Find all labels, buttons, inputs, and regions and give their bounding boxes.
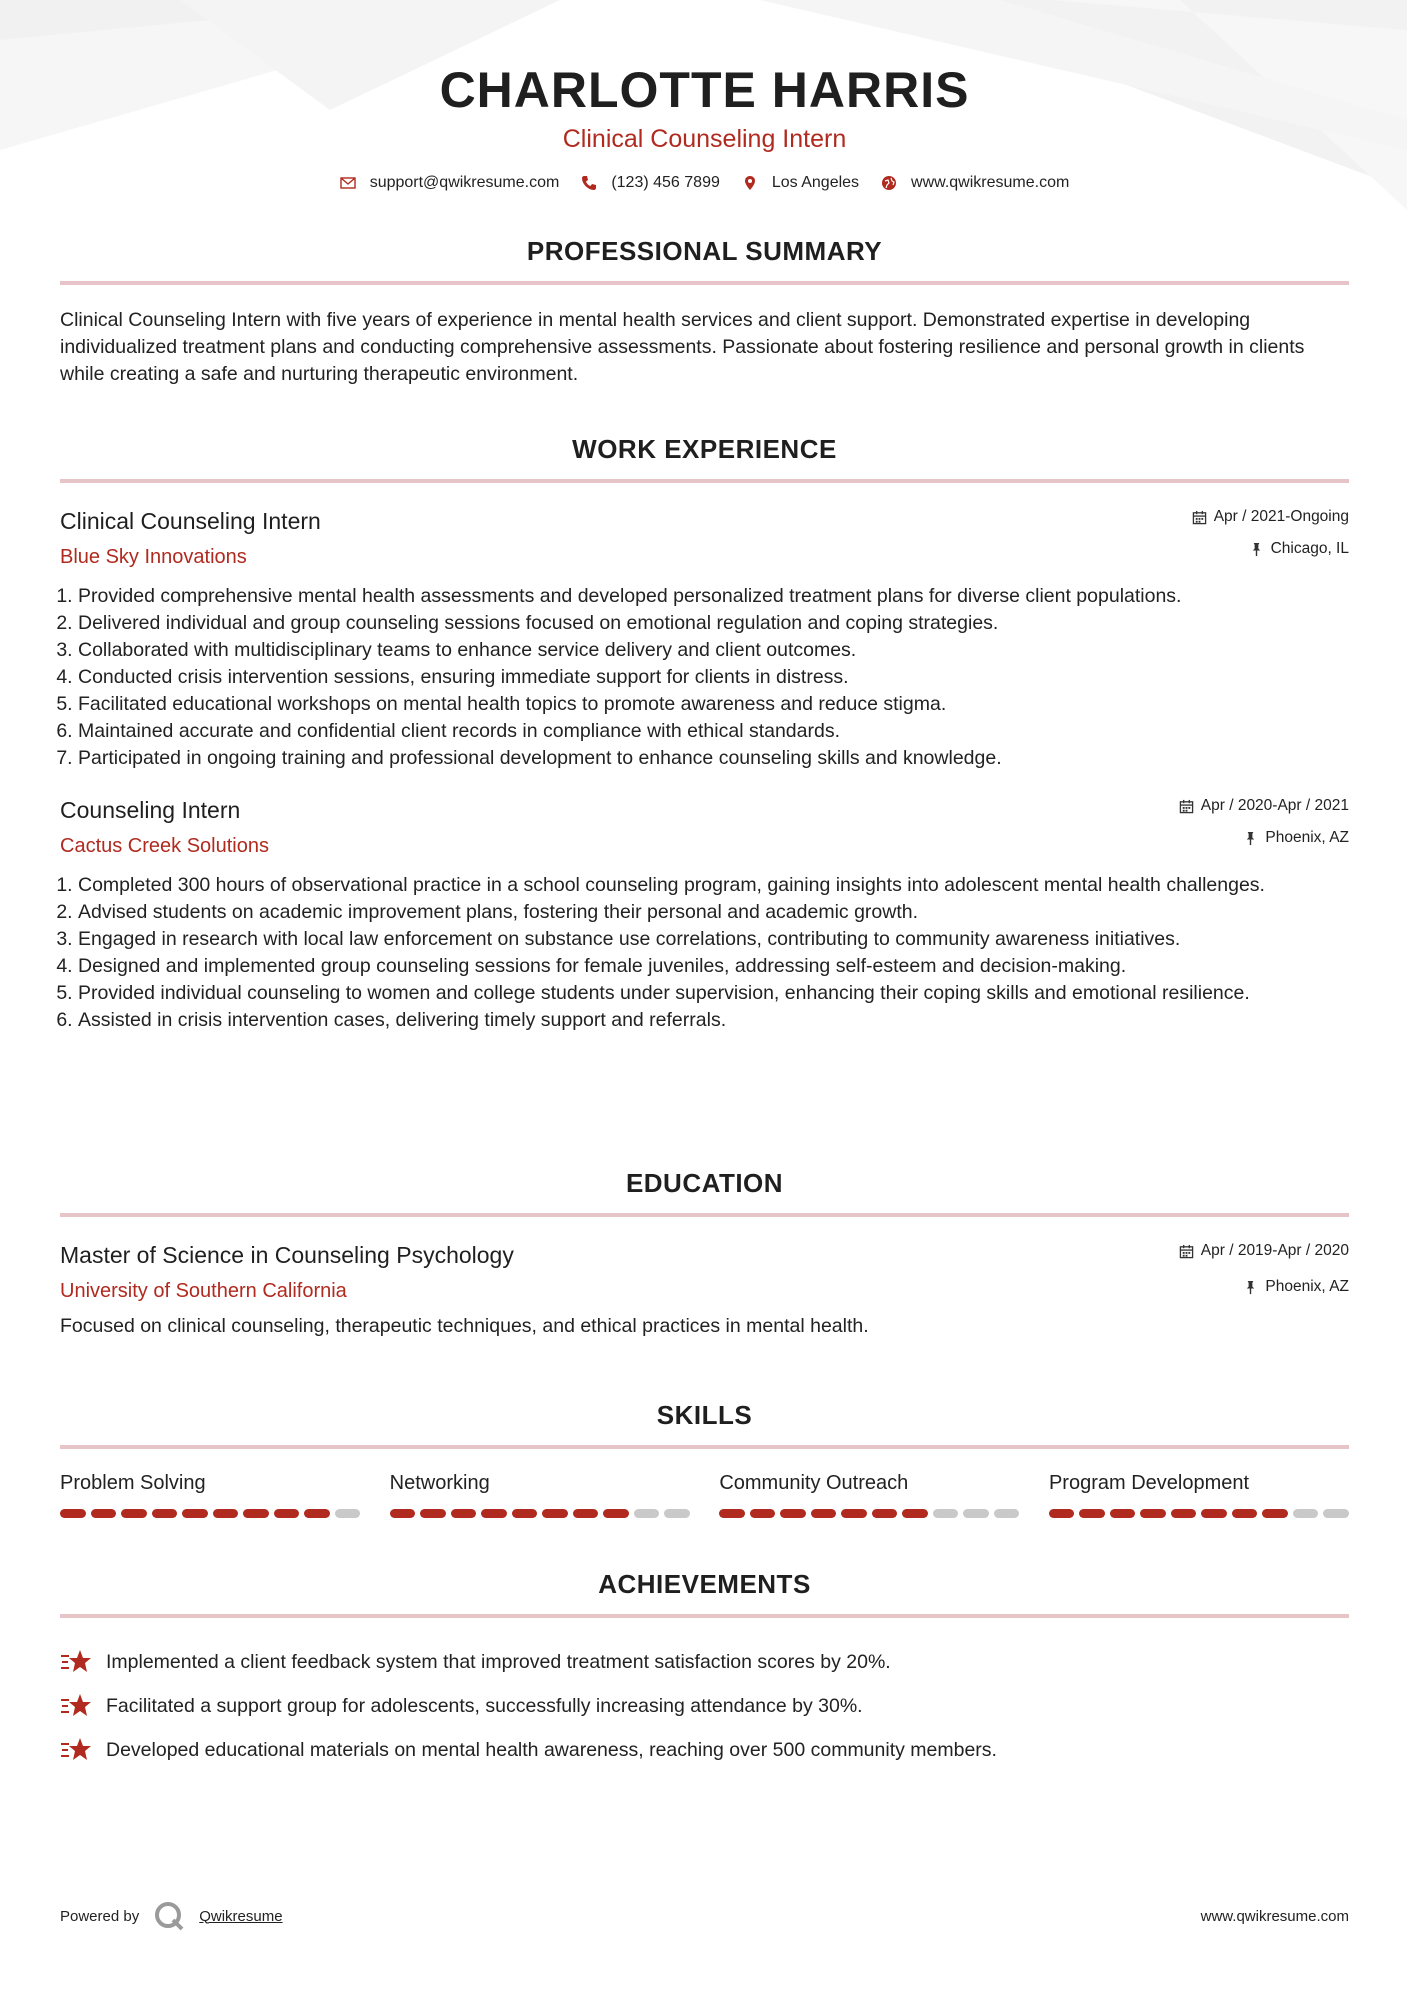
skill-segment-filled [1232,1509,1258,1518]
skill-segment-filled [182,1509,208,1518]
skill-segment-empty [335,1509,361,1518]
skill-segment-filled [243,1509,269,1518]
section-title: SKILLS [60,1400,1349,1449]
calendar-icon [1179,799,1194,814]
pushpin-icon [1249,542,1264,557]
work-experience-section [60,434,1349,1034]
education-entry [60,1241,1349,1339]
job-dates: Apr / 2021-Ongoing [1213,508,1349,525]
skill-segment-empty [664,1509,690,1518]
achievement-item [60,1684,1349,1728]
job-meta [1192,507,1349,559]
list-item: 1. Provided comprehensive mental health assessments and developed personalized treatment plans for diverse client populations. [78,583,1349,610]
list-item: 2. Advised students on academic improvement plans, fostering their personal and academic growth. [78,899,1349,926]
map-pin-icon [742,175,758,191]
skill-segment-filled [481,1509,507,1518]
contact-website[interactable] [881,174,1069,192]
resume-page [60,0,1349,1761]
achievement-text: Developed educational materials on mental health awareness, reaching over 500 community members. [106,1739,997,1761]
skill-level-bar [1049,1509,1349,1518]
candidate-role: Clinical Counseling Intern [562,125,847,153]
section-title: EDUCATION [60,1168,1349,1217]
list-item: 6. Assisted in crisis intervention cases, delivering timely support and referrals. [78,1007,1349,1034]
skill-segment-filled [750,1509,776,1518]
list-item: 5. Facilitated educational workshops on mental health topics to promote awareness and reduce stigma. [78,691,1349,718]
skill-segment-filled [872,1509,898,1518]
skill-segment-filled [719,1509,745,1518]
qwikresume-logo-icon [153,1900,185,1932]
skill-name: Problem Solving [60,1472,206,1494]
skill-segment-filled [121,1509,147,1518]
envelope-icon [340,175,356,191]
contact-location-text: Los Angeles [771,174,860,191]
job-dates: Apr / 2020-Apr / 2021 [1200,797,1349,814]
skill-level-bar [60,1509,360,1518]
skill-item [60,1471,360,1518]
job-company: Blue Sky Innovations [60,546,247,568]
skill-item [1049,1471,1349,1518]
achievement-item [60,1640,1349,1684]
education-section [60,1168,1349,1339]
summary-text: Clinical Counseling Intern with five years of experience in mental health services and client support. Demonstrated expertise in developing individualized treatment plans and conducting comprehensive assessments. Passionate about fostering resilience and personal growth in clients while creating a safe and nurturing therapeutic environment. [60,309,1305,385]
calendar-icon [1179,1244,1194,1259]
job-meta [1179,796,1349,848]
skill-segment-filled [451,1509,477,1518]
contact-email-text: support@qwikresume.com [369,174,560,191]
job-bullet-list [60,583,1349,772]
section-title: WORK EXPERIENCE [60,434,1349,483]
skill-segment-filled [603,1509,629,1518]
job-company: Cactus Creek Solutions [60,835,269,857]
skill-segment-empty [963,1509,989,1518]
shooting-star-icon [60,1648,92,1676]
education-header [60,1241,1349,1303]
contact-location [742,174,859,192]
shooting-star-icon [60,1736,92,1764]
skill-segment-empty [634,1509,660,1518]
education-dates: Apr / 2019-Apr / 2020 [1200,1242,1349,1259]
footer-website[interactable]: www.qwikresume.com [1200,1907,1349,1925]
skill-segment-filled [390,1509,416,1518]
skill-segment-filled [152,1509,178,1518]
contact-bar [60,174,1349,192]
school-name: University of Southern California [60,1280,347,1302]
shooting-star-icon [60,1692,92,1720]
skill-segment-filled [542,1509,568,1518]
section-title: ACHIEVEMENTS [60,1569,1349,1618]
brand-link[interactable]: Qwikresume [199,1907,283,1925]
skill-segment-filled [274,1509,300,1518]
list-item: 4. Designed and implemented group counseling sessions for female juveniles, addressing self-esteem and decision-making. [78,953,1349,980]
list-item: 3. Engaged in research with local law enforcement on substance use correlations, contributing to community awareness initiatives. [78,926,1349,953]
skill-segment-filled [304,1509,330,1518]
skill-segment-filled [1201,1509,1227,1518]
skill-segment-filled [811,1509,837,1518]
job-location: Phoenix, AZ [1265,829,1349,846]
skill-grid [60,1471,1349,1518]
skill-segment-filled [420,1509,446,1518]
achievements-section [60,1569,1349,1772]
list-item: 4. Conducted crisis intervention sessions, ensuring immediate support for clients in distress. [78,664,1349,691]
job-title: Clinical Counseling Intern [60,508,321,534]
list-item: 3. Collaborated with multidisciplinary teams to enhance service delivery and client outcomes. [78,637,1349,664]
degree-title: Master of Science in Counseling Psychology [60,1242,514,1268]
candidate-name: CHARLOTTE HARRIS [439,62,970,118]
skill-segment-filled [1110,1509,1136,1518]
skill-name: Program Development [1048,1472,1250,1494]
job-title: Counseling Intern [60,797,241,823]
education-meta [1179,1241,1349,1297]
list-item: 1. Completed 300 hours of observational practice in a school counseling program, gaining insights into adolescent mental health challenges. [78,872,1349,899]
achievement-item [60,1728,1349,1772]
pushpin-icon [1243,1280,1258,1295]
section-title: PROFESSIONAL SUMMARY [60,236,1349,285]
job-bullet-list [60,872,1349,1034]
skill-segment-empty [1293,1509,1319,1518]
list-item: 6. Maintained accurate and confidential client records in compliance with ethical standards. [78,718,1349,745]
skill-segment-filled [902,1509,928,1518]
contact-website-text: www.qwikresume.com [911,174,1070,191]
skill-segment-filled [213,1509,239,1518]
skill-segment-empty [1323,1509,1349,1518]
skill-segment-filled [1049,1509,1075,1518]
education-description: Focused on clinical counseling, therapeutic techniques, and ethical practices in mental health. [60,1315,869,1337]
skill-segment-filled [60,1509,86,1518]
job-entry [60,507,1349,772]
skill-item [719,1471,1019,1518]
skill-segment-filled [780,1509,806,1518]
skill-segment-filled [512,1509,538,1518]
globe-icon [881,175,897,191]
skills-section [60,1400,1349,1518]
calendar-icon [1192,510,1207,525]
job-header [60,796,1349,858]
skill-item [390,1471,690,1518]
resume-footer [60,1900,1349,1932]
powered-by-label: Powered by [60,1907,140,1925]
skill-segment-filled [1079,1509,1105,1518]
skill-name: Community Outreach [719,1472,909,1494]
list-item: 7. Participated in ongoing training and professional development to enhance counseling skills and knowledge. [78,745,1349,772]
job-header [60,507,1349,569]
job-location: Chicago, IL [1270,540,1349,557]
skill-name: Networking [389,1472,490,1494]
skill-segment-filled [91,1509,117,1518]
skill-segment-empty [994,1509,1020,1518]
contact-email[interactable] [340,174,560,192]
skill-segment-filled [1262,1509,1288,1518]
contact-phone[interactable] [581,174,720,192]
achievement-list [60,1640,1349,1772]
skill-segment-filled [1171,1509,1197,1518]
resume-header [60,0,1349,192]
list-item: 5. Provided individual counseling to women and college students under supervision, enhancing their coping skills and emotional resilience. [78,980,1349,1007]
job-entry [60,796,1349,1034]
education-location: Phoenix, AZ [1265,1278,1349,1295]
powered-by [60,1900,283,1932]
achievement-text: Facilitated a support group for adolescents, successfully increasing attendance by 30%. [106,1695,863,1717]
skill-level-bar [390,1509,690,1518]
achievement-text: Implemented a client feedback system that improved treatment satisfaction scores by 20%. [106,1651,891,1673]
skill-level-bar [719,1509,1019,1518]
phone-icon [581,175,597,191]
skill-segment-filled [573,1509,599,1518]
list-item: 2. Delivered individual and group counseling sessions focused on emotional regulation and coping strategies. [78,610,1349,637]
skill-segment-filled [1140,1509,1166,1518]
contact-phone-text: (123) 456 7899 [611,174,720,191]
professional-summary-section [60,236,1349,388]
skill-segment-filled [841,1509,867,1518]
pushpin-icon [1243,831,1258,846]
skill-segment-empty [933,1509,959,1518]
